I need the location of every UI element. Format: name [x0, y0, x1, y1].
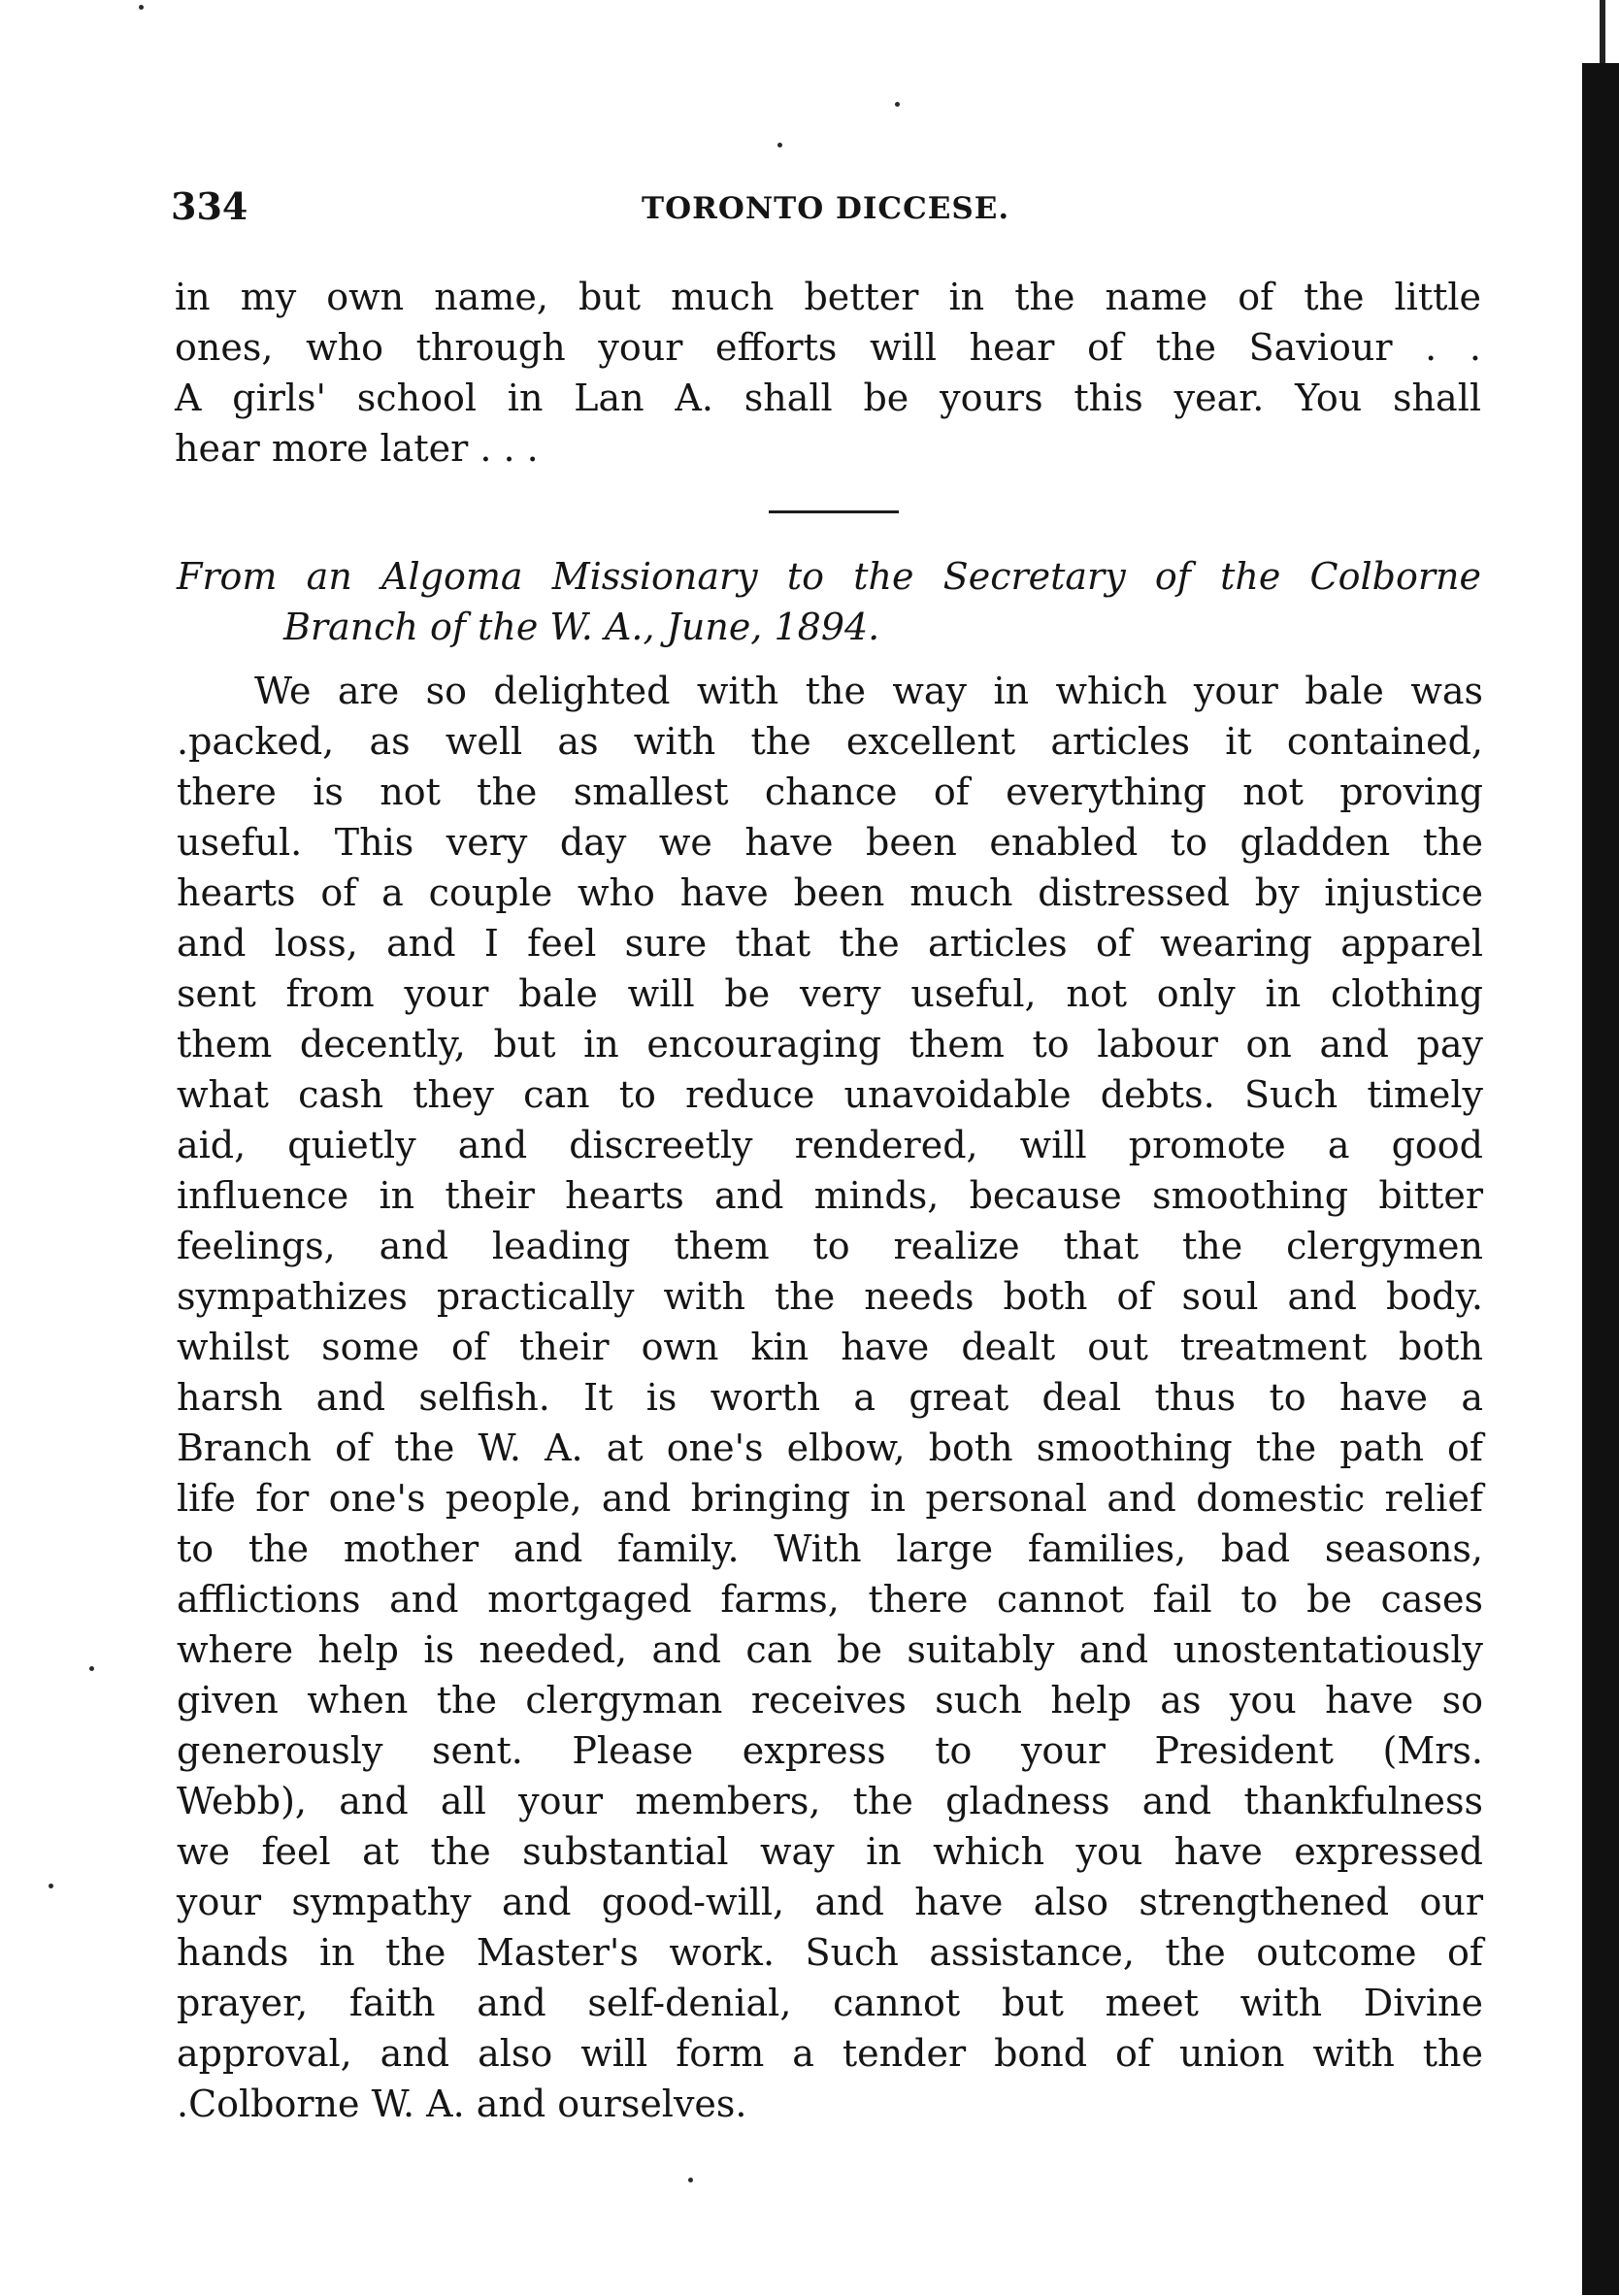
text-line: hear more later . . . — [175, 427, 539, 470]
text-line: given when the clergyman receives such help as you have so — [177, 1679, 1483, 1722]
text-line: there is not the smallest chance of everything not proving — [177, 771, 1483, 813]
text-line: sympathizes practically with the needs both of soul and body. — [177, 1275, 1483, 1318]
text-line: afflictions and mortgaged farms, there cannot fail to be cases — [177, 1578, 1483, 1621]
text-line: Webb), and all your members, the gladness and thankfulness — [177, 1780, 1483, 1822]
text-line: Branch of the W. A. at one's elbow, both smoothing the path of — [177, 1427, 1483, 1469]
page-number: 334 — [171, 184, 248, 228]
text-line: what cash they can to reduce unavoidable debts. Such timely — [177, 1073, 1483, 1116]
text-line: aid, quietly and discreetly rendered, will promote a good — [177, 1124, 1483, 1166]
section-divider — [769, 510, 899, 513]
text-line: sent from your bale will be very useful, not only in clothing — [177, 972, 1483, 1015]
text-line: life for one's people, and bringing in personal and domestic relief — [177, 1477, 1483, 1520]
heading-line: Branch of the W. A., June, 1894. — [283, 606, 880, 648]
scan-speck — [777, 143, 782, 148]
text-line: in my own name, but much better in the name of the little — [175, 276, 1481, 318]
text-line: useful. This very day we have been enabled to gladden the — [177, 821, 1483, 864]
text-line: them decently, but in encouraging them to labour on and pay — [177, 1023, 1483, 1066]
scan-speck — [49, 1884, 53, 1888]
text-line: where help is needed, and can be suitably and unostentatiously — [177, 1628, 1483, 1671]
text-line: ones, who through your efforts will hear of the Saviour . . — [175, 326, 1481, 369]
text-line: hearts of a couple who have been much distressed by injustice — [177, 871, 1483, 914]
page-header — [171, 184, 1025, 237]
scan-speck — [688, 2178, 693, 2182]
binding-edge — [1582, 63, 1619, 2295]
scan-speck — [139, 5, 144, 10]
running-title: TORONTO DICCESE. — [642, 191, 1010, 226]
text-line: and loss, and I feel sure that the articles of wearing apparel — [177, 922, 1483, 965]
letter-heading — [177, 551, 1481, 652]
text-line: feelings, and leading them to realize that the clergymen — [177, 1225, 1483, 1267]
text-line: whilst some of their own kin have dealt out treatment both — [177, 1326, 1483, 1368]
heading-line: From an Algoma Missionary to the Secretary of the Colborne — [177, 555, 1481, 598]
text-line: .Colborne W. A. and ourselves. — [177, 2083, 747, 2125]
text-line: A girls' school in Lan A. shall be yours this year. You shall — [175, 377, 1481, 419]
text-line: approval, and also will form a tender bond of union with the — [177, 2032, 1483, 2075]
text-line: influence in their hearts and minds, because smoothing bitter — [177, 1174, 1483, 1217]
text-line: to the mother and family. With large families, bad seasons, — [177, 1527, 1483, 1570]
text-line: your sympathy and good-will, and have also strengthened our — [177, 1881, 1483, 1923]
binding-edge-top — [1600, 0, 1605, 63]
text-line: generously sent. Please express to your President (Mrs. — [177, 1729, 1483, 1772]
text-line: .packed, as well as with the excellent articles it contained, — [177, 720, 1483, 763]
scan-speck — [895, 102, 900, 107]
text-line: prayer, faith and self-denial, cannot but meet with Divine — [177, 1982, 1483, 2024]
text-line: harsh and selfish. It is worth a great deal thus to have a — [177, 1376, 1483, 1419]
text-line: hands in the Master's work. Such assistance, the outcome of — [177, 1931, 1483, 1974]
text-line: we feel at the substantial way in which you have expressed — [177, 1830, 1483, 1873]
opening-paragraph — [175, 272, 1481, 474]
letter-paragraph — [177, 666, 1483, 2129]
scan-speck — [89, 1666, 94, 1671]
text-line: We are so delighted with the way in which your bale was — [254, 670, 1483, 712]
